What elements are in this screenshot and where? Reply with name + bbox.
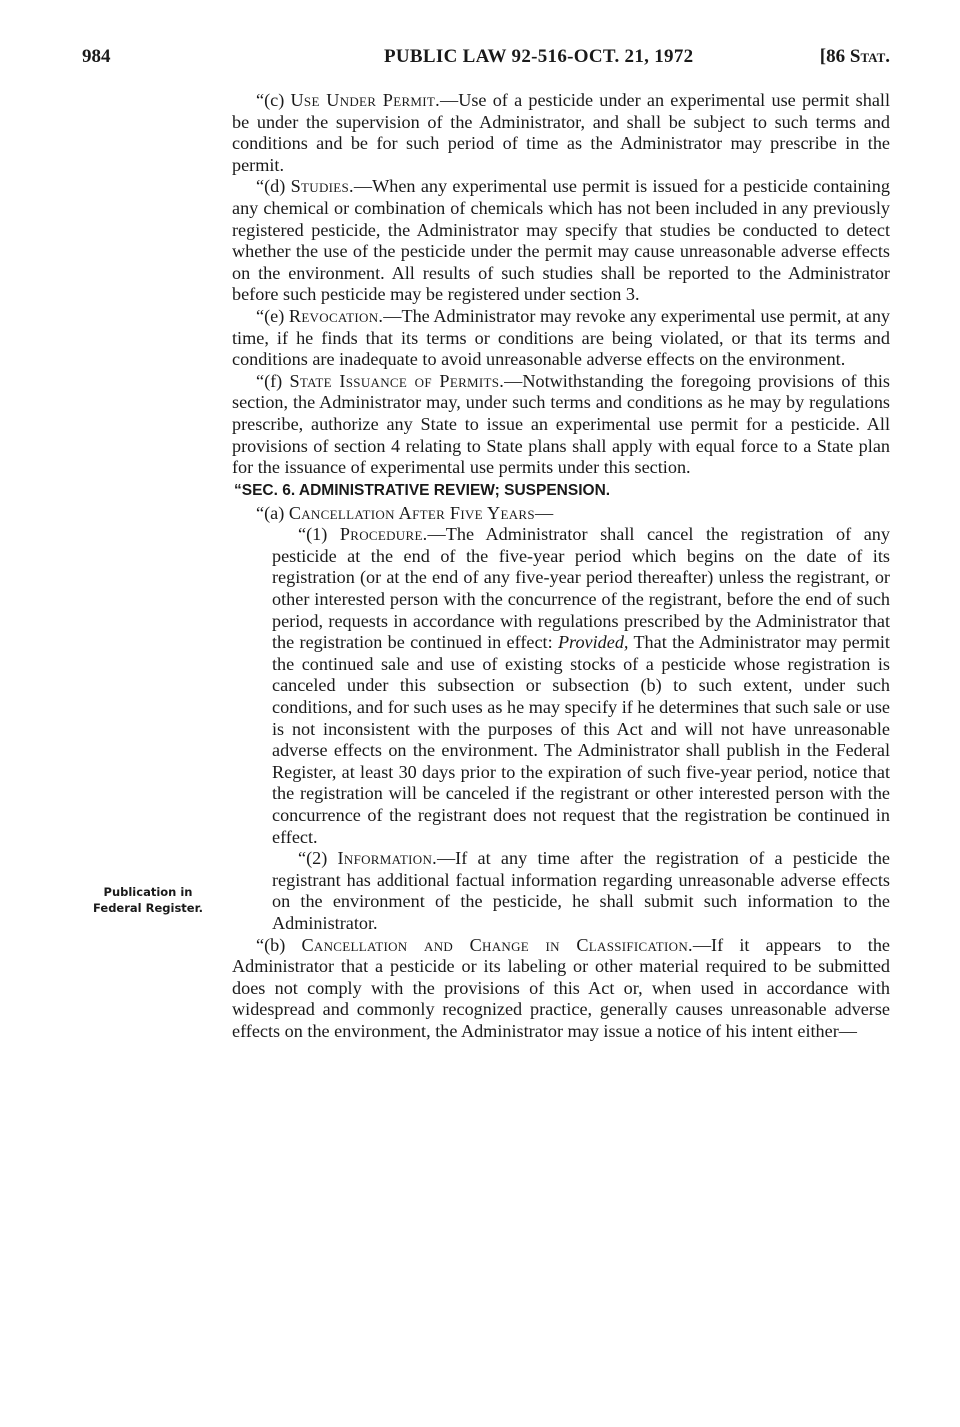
paragraph-b-open: “(b) (256, 934, 302, 955)
paragraph-e-open: “(e) (256, 305, 289, 326)
paragraph-e-text: —The Administrator may revoke any experimental use permit, at any time, if he finds that its terms or conditions are being violated, or that its terms and conditions are inadequate to avoid unreasonable adverse effects on the environment. (232, 305, 891, 370)
paragraph-a1-text: —The Administrator shall cancel the registration of any pesticide at the end of the five-year period which begins on the date of its registration (or at the end of any five-year period thereafter) unless the registrant, or other interested person with the concurrence of the registrant, before the end of such period, requests in accordance with regulations prescribed by the Administrator that the registration be continued in effect: (272, 524, 890, 653)
paragraph-f-open: “(f) (256, 370, 290, 391)
paragraph-c (232, 90, 890, 176)
paragraph-d-heading: Studies. (290, 176, 354, 197)
body-text (232, 90, 890, 1043)
paragraph-b-text: —If it appears to the Administrator that a pesticide or its labeling or other material required to be submitted does not comply with the provisions of this Act or, when used in accordance with widespread and commonly recognized practice, generally causes unreasonable adverse effects on the environment, the Administrator may issue a notice of his intent either— (232, 934, 891, 1041)
paragraph-c-heading: Use Under Permit. (290, 90, 440, 110)
paragraph-c-text: —Use of a pesticide under an experimental use permit shall be under the supervision of the Administrator, and shall be subject to such terms and conditions and be for such period of time as the Administrator may prescribe in the permit. (232, 90, 891, 175)
provided-word: Provided, (557, 632, 629, 653)
paragraph-a2-open: “(2) (298, 848, 338, 869)
page-number: 984 (82, 46, 111, 67)
paragraph-f-text: —Notwithstanding the foregoing provisions of this section, the Administrator may, under such terms and conditions as he may by regulations prescribe, authorize any State to issue an experimental use permit for a pesticide. All provisions of section 4 relating to State plans shall apply with equal force to a State plan for the issuance of experimental use permits under this section. (232, 370, 891, 478)
margin-note-line-1: Publication in (103, 885, 193, 899)
paragraph-a1-text-2: That the Administrator may permit the continued sale and use of existing stocks of a pesticide whose registration is canceled under this subsection or subsection (b) to such extent, under such conditions, and for such uses as he may specify if he determines that such sale or use is not inconsistent with the purposes of this Act and will not have unreasonable adverse effects on the environment. The Administrator shall publish in the Federal Register, at least 30 days prior to the expiration of such five-year period, notice that the registration will be canceled if the registrant or other interested person with the concurrence of the registrant does not request that the registration be continued in effect. (272, 632, 890, 847)
paragraph-a2 (232, 848, 890, 934)
paragraph-b (232, 935, 890, 1043)
margin-note (68, 884, 228, 916)
paragraph-a (232, 503, 890, 525)
paragraph-a-heading: Cancellation After Five Years (288, 502, 535, 523)
margin-note-line-2: Federal Register. (93, 901, 203, 915)
statute-word: Stat. (849, 46, 890, 67)
paragraph-e (232, 306, 890, 371)
section-6-heading: “SEC. 6. ADMINISTRATIVE REVIEW; SUSPENSION. (234, 481, 611, 499)
paragraph-d-text: —When any experimental use permit is issued for a pesticide containing any chemical or combination of chemicals which has not been included in any previously registered pesticide, the Administrator may specify that studies be conducted to detect whether the use of the pesticide under the permit may cause unreasonable adverse effects on the environment. All results of such studies shall be reported to the Administrator before such pesticide may be registered under section 3. (232, 176, 890, 305)
statute-reference (820, 46, 890, 68)
paragraph-a1-heading: Procedure. (339, 524, 428, 545)
paragraph-b-heading: Cancellation and Change in Classification. (301, 934, 693, 955)
paragraph-a1-open: “(1) (298, 524, 340, 545)
page-header (82, 42, 890, 76)
paragraph-a-tail: — (534, 502, 554, 523)
paragraph-e-heading: Revocation. (288, 305, 384, 326)
paragraph-a1 (232, 524, 890, 848)
running-title: PUBLIC LAW 92-516-OCT. 21, 1972 (384, 46, 694, 67)
paragraph-a2-heading: Information. (337, 848, 437, 869)
paragraph-d-open: “(d) (256, 176, 291, 197)
statute-prefix: [86 (819, 46, 850, 67)
paragraph-f (232, 371, 890, 479)
paragraph-f-heading: State Issuance of Permits. (289, 370, 505, 391)
paragraph-c-open: “(c) (256, 90, 291, 110)
paragraph-a-open: “(a) (256, 502, 289, 523)
paragraph-d (232, 176, 890, 306)
paragraph-a2-text: —If at any time after the registration of a pesticide the registrant has additional factual information regarding unreasonable adverse effects on the environment of the pesticide, he shall submit such information to the Administrator. (272, 848, 890, 933)
